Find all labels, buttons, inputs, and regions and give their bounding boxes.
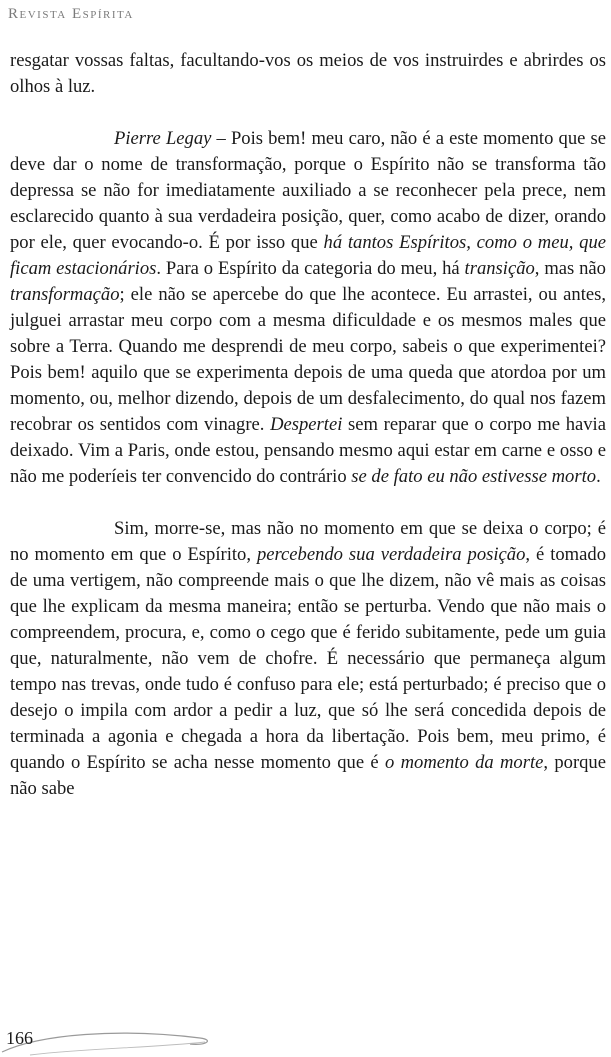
text-run: – Pois bem! meu caro, não é a este momento que se deve dar o nome de transformação, porque o Espírito não se transforma tão depressa se não for imediatamente auxiliado a se reconhecer pela prece, nem esclarecido quanto à sua verdadeira posição, quer, como acabo de dizer, orando por ele, quer evocando-o. É por isso que [10, 128, 606, 253]
paragraph [10, 126, 606, 490]
paragraph-text: resgatar vossas faltas, facultando-vos os meios de vos instruirdes e abrirdes os olhos à luz. [10, 50, 606, 97]
italic-run: o momento da morte [384, 752, 544, 773]
speaker-name: Pierre Legay [114, 128, 212, 149]
italic-run: se de fato eu não estivesse morto [351, 466, 597, 487]
running-head: Revista Espírita [8, 6, 134, 22]
page-number: 166 [6, 1028, 33, 1048]
folio-flourish [0, 1022, 240, 1057]
text-run: sem reparar que o corpo me havia deixado. Vim a Paris, onde estou, pensando mesmo aqui estar em carne e osso e não me poderíeis ter convencido do contrário [10, 414, 606, 487]
text-run: , porque não sabe [10, 752, 606, 799]
paragraph [10, 48, 606, 100]
text-run: . [596, 466, 601, 487]
text-run: ; ele não se apercebe do que lhe acontece. Eu arrastei, ou antes, julguei arrastar meu corpo com a mesma dificuldade e os mesmos males que sobre a Terra. Quando me desprendi de meu corpo, sabeis o que experimentei? Pois bem! aquilo que se experimenta depois de uma queda que atordoa por um momento, ou, melhor dizendo, depois de um desfalecimento, do qual nos fazem recobrar os sentidos com vinagre. [10, 284, 606, 435]
italic-run: Despertei [270, 414, 343, 435]
body-text [10, 48, 606, 802]
text-run: . Para o Espírito da categoria do meu, há [156, 258, 465, 279]
paragraph [10, 516, 606, 802]
italic-run: há tantos Espíritos, como o meu, que ficam estacionários [10, 232, 606, 279]
text-run: Sim, morre-se, mas não no momento em que se deixa o corpo; é no momento em que o Espírito, [10, 518, 606, 565]
text-run: , mas não [534, 258, 606, 279]
text-run: , é tomado de uma vertigem, não compreende mais o que lhe dizem, não vê mais as coisas que lhe explicam da mesma maneira; então se perturba. Vendo que não mais o compreendem, procura, e, como o cego que é ferido subitamente, pede um guia que, naturalmente, não vem de chofre. É necessário que permaneça algum tempo nas trevas, onde tudo é confuso para ele; está perturbado; é preciso que o desejo o impila com ardor a pedir a luz, que só lhe será concedida depois de terminada a agonia e chegada a hora da libertação. Pois bem, meu primo, é quando o Espírito se acha nesse momento que é [10, 544, 606, 773]
italic-run: transição [464, 258, 535, 279]
italic-run: transformação [10, 284, 120, 305]
italic-run: percebendo sua verdadeira posição [256, 544, 526, 565]
